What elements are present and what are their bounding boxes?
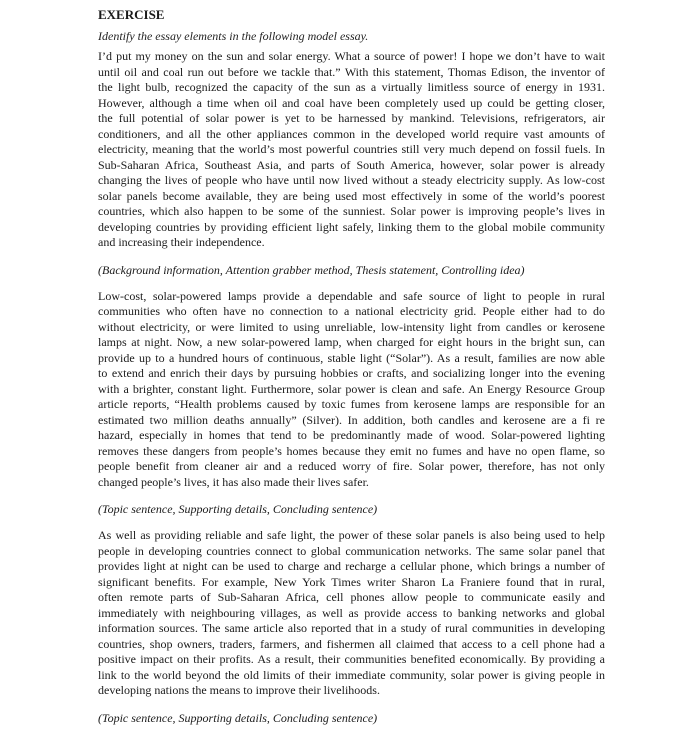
paragraph-line: hazard, especially in homes that tend to be predominantly made of wood. Solar-powered lighting	[98, 428, 605, 442]
exercise-title: EXERCISE	[98, 7, 165, 22]
paragraph-line: until oil and coal run out before we tackle that.” With this statement, Thomas Edison, the inventor of	[98, 64, 605, 79]
paragraph-line: I’d put my money on the sun and solar energy. What a source of power! I hope we don’t have to wait	[98, 49, 605, 63]
paragraph-line: removes these dangers from people’s homes because they emit no fumes and have no open flame, so	[98, 443, 605, 458]
paragraph-line: countries, shop owners, traders, farmers, and fishermen all claimed that access to a cell phone had a	[98, 636, 605, 651]
paragraph-line: significant benefits. For example, New York Times writer Sharon La Franiere found that in rural,	[98, 574, 605, 589]
paragraph-line: lamps at night. Now, a new solar-powered lamp, when charged for eight hours in the bright sun, can	[98, 335, 605, 349]
paragraph-line: solar panels become available, they are being used most effectively in some of the world’s poorest	[98, 188, 605, 203]
paragraph-line: people benefit from cleaner air and a reduced worry of fire. Solar power, therefore, has not only	[98, 459, 605, 473]
paragraph-line: often remote parts of Sub-Saharan Africa, cell phones allow people to communicate easily and	[98, 590, 605, 604]
essay-elements-label: (Topic sentence, Supporting details, Concluding sentence)	[98, 502, 378, 516]
paragraph-line: article reports, “Health problems caused by toxic fumes from kerosene lamps are responsible for an	[98, 397, 605, 411]
paragraph-line: However, although a time when oil and coal have been completely used up could be getting closer,	[98, 95, 605, 110]
paragraph-line: link to the world beyond the old limits of their immediate community, solar power is giving people in	[98, 667, 605, 682]
essay-body	[98, 49, 605, 726]
paragraph-line: electricity, meaning that the world’s most powerful countries still very much depend on fossil fuels. In	[98, 142, 605, 156]
paragraph-line: estimated two million deaths annually” (Silver). In addition, both candles and kerosene are a fi re	[98, 412, 605, 427]
paragraph-line: and increasing their independence.	[98, 235, 265, 249]
paragraph-line: As well as providing reliable and safe light, the power of these solar panels is also being used to help	[98, 528, 605, 542]
paragraph-line: developing nations the means to improve their livelihoods.	[98, 683, 380, 697]
paragraph-line: communities who often have no connection to a national electricity grid. People either had to do	[98, 304, 605, 318]
paragraph-line: with a brighter, constant light. Furthermore, solar power is clean and safe. An Energy Resource Group	[98, 381, 605, 396]
paragraph-line: Sub-Saharan Africa, Southeast Asia, and parts of South America, however, solar power is already	[98, 157, 605, 172]
paragraph-line: Low-cost, solar-powered lamps provide a dependable and safe source of light to people in rural	[98, 288, 605, 303]
essay-paragraph-2	[98, 289, 605, 491]
paragraph-line: immediately with neighbouring villages, as well as provide access to banking networks and global	[98, 605, 605, 620]
paragraph-line: conditioners, and all the other appliances common in the developed world require vast amounts of	[98, 126, 605, 141]
document-page	[98, 6, 605, 737]
paragraph-line: changing the lives of people who have until now lived without a steady electricity supply. As low-cost	[98, 173, 605, 187]
essay-elements-label: (Background information, Attention grabber method, Thesis statement, Controlling idea)	[98, 262, 525, 277]
paragraph-line: positive impact on their profits. As a result, their communities benefited economically. By providing a	[98, 652, 605, 666]
paragraph-line: changed people’s lives, it has also made their lives safer.	[98, 474, 369, 489]
paragraph-line: provide up to a hundred hours of continuous, stable light (“Solar”). As a result, families are now able	[98, 350, 605, 365]
paragraph-line: provides light at night can be used to charge and recharge a cellular phone, which brings a number of	[98, 559, 605, 573]
exercise-instruction: Identify the essay elements in the following model essay.	[98, 29, 369, 43]
paragraph-line: the light bulb, recognized the capacity of the sun as a virtually limitless source of energy in 1931.	[98, 80, 605, 94]
essay-paragraph-3	[98, 528, 605, 699]
paragraph-line: information sources. The same article also reported that in a study of rural communities in developing	[98, 621, 605, 635]
essay-paragraph-1	[98, 49, 605, 251]
paragraph-line: the full potential of solar power is yet to be harnessed by mankind. Televisions, refrigerators, air	[98, 111, 605, 125]
paragraph-line: to extend and enrich their days by pursuing hobbies or crafts, and socializing longer into the evening	[98, 366, 605, 380]
paragraph-line: people in developing countries connect to global communication networks. The same solar panel that	[98, 543, 605, 558]
paragraph-line: developing countries by providing efficient light safely, linking them to the global mobile community	[98, 219, 605, 234]
paragraph-line: without electricity, or were limited to using unreliable, low-intensity light from candles or kerosene	[98, 319, 605, 334]
paragraph-line: countries, which also happen to be some of the sunniest. Solar power is improving people’s lives in	[98, 204, 605, 218]
essay-elements-label: (Topic sentence, Supporting details, Concluding sentence)	[98, 710, 378, 725]
